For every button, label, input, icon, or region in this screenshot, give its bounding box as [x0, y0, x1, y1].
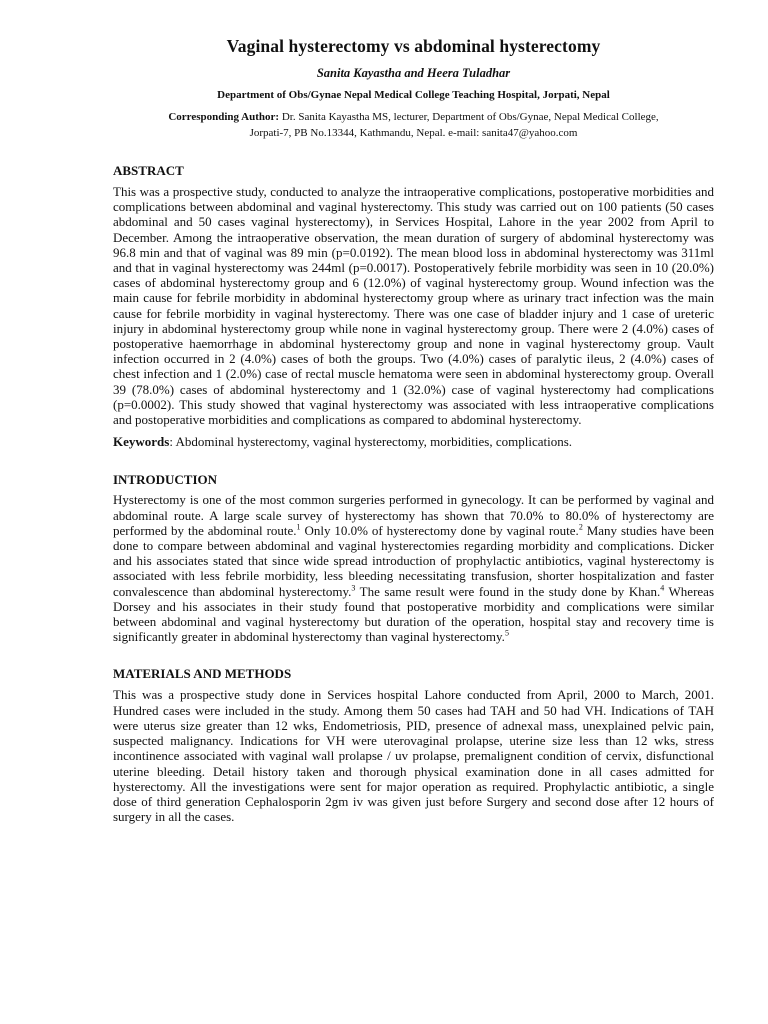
citation-ref: 2: [578, 522, 583, 532]
abstract-text: This was a prospective study, conducted to analyze the intraoperative complications, postoperative morbidities and complications between abdominal and vaginal hysterectomy. This study was carried out on 100 patients (50 cases abdominal and 50 cases vaginal hysterectomy), in Services Hospital, Lahore in the year 2002 from April to December. Among the intraoperative observation, the mean duration of surgery of abdominal hysterectomy was 96.8 min and that of vaginal was 89 min (p=0.0192). The mean blood loss in abdominal hysterectomy was 311ml and that in vaginal hysterectomy was 244ml (p=0.0017). Postoperatively febrile morbidity was seen in 10 (20.0%) cases of abdominal hysterectomy group and 6 (12.0%) of vaginal hysterectomy group. Wound infection was the main cause for febrile morbidity in abdominal hysterectomy group where as urinary tract infection was the main cause for febrile morbidity in vaginal hysterectomy. There was one case of bladder injury and 1 case of ureteric injury in abdominal hysterectomy group while none in vaginal hysterectomy group. There were 2 (4.0%) cases of postoperative haemorrhage in abdominal hysterectomy group and none in vaginal hysterectomy group. Vault infection occurred in 2 (4.0%) cases of both the groups. Two (4.0%) cases of paralytic ileus, 2 (4.0%) cases of chest infection and 1 (2.0%) case of rectal muscle hematoma were seen in abdominal hysterectomy group. Overall 39 (78.0%) cases of abdominal hysterectomy and 1 (32.0%) case of vaginal hysterectomy had complications (p=0.0002). This study showed that vaginal hysterectomy was associated with less intraoperative complications and postoperative morbidities and complications as compared to abdominal hysterectomy.: [113, 184, 714, 428]
corresponding-line1: Dr. Sanita Kayastha MS, lecturer, Department of Obs/Gynae, Nepal Medical College,: [279, 111, 659, 123]
introduction-heading: INTRODUCTION: [113, 472, 218, 488]
corresponding-line2: Jorpati-7, PB No.13344, Kathmandu, Nepal. e-mail: sanita47@yahoo.com: [249, 127, 578, 139]
intro-text-3: Many studies have been done to compare between abdominal and vaginal hysterectomies regarding morbidity and complications. Dicker and his associates stated that since wide spread introduction of prophylactic antibiotics, vaginal hysterectomy is associated with less febrile morbidity, less bleeding necessitating transfusion, shorter hospitalization and faster convalescence than abdominal hysterectomy.: [113, 522, 715, 599]
keywords: [113, 434, 714, 449]
methods-heading: MATERIALS AND METHODS: [113, 666, 292, 682]
citation-ref: 5: [504, 628, 509, 638]
affiliation: Department of Obs/Gynae Nepal Medical College Teaching Hospital, Jorpati, Nepal: [217, 89, 610, 101]
intro-text-4: The same result were found in the study done by Khan.: [355, 583, 661, 599]
introduction-text: [113, 492, 714, 644]
intro-text-2: Only 10.0% of hysterectomy done by vaginal route.: [300, 522, 579, 538]
paper-title: Vaginal hysterectomy vs abdominal hysterectomy: [226, 36, 601, 56]
methods-text: This was a prospective study done in Services hospital Lahore conducted from April, 2000 to March, 2001. Hundred cases were included in the study. Among them 50 cases had TAH and 50 had VH. Indications of TAH were uterus size greater than 12 wks, Endometriosis, PID, presence of adnexal mass, unexplained pelvic pain, suspected malignancy. Indications for VH were uterovaginal prolapse, uterine size less than 12 wks, stress incontinence associated with vaginal wall prolapse / uv prolapse, premalignent condition of cervix, disfunctional uterine bleeding. Detail history taken and thorough physical examination done in all cases admitted for hysterectomy. All the investigations were sent for major operation as required. Prophylactic antibiotic, a single dose of third generation Cephalosporin 2gm iv was given just before Surgery and second dose after 12 hours of surgery in all the cases.: [113, 687, 714, 825]
authors: Sanita Kayastha and Heera Tuladhar: [316, 66, 511, 80]
citation-ref: 3: [351, 583, 356, 593]
keywords-text: : Abdominal hysterectomy, vaginal hysterectomy, morbidities, complications.: [169, 434, 573, 450]
intro-text-5: Whereas Dorsey and his associates in their study found that postoperative morbidity and complications were similar between abdominal and vaginal hysterectomy but duration of the operation, hospital stay and recovery time is significantly greater in abdominal hysterectomy than vaginal hysterectomy.: [113, 583, 715, 645]
abstract-heading: ABSTRACT: [113, 163, 184, 178]
keywords-label: Keywords: [113, 434, 170, 450]
citation-ref: 1: [296, 522, 301, 532]
corresponding-author: [113, 109, 714, 141]
citation-ref: 4: [660, 583, 665, 593]
intro-text-1: Hysterectomy is one of the most common surgeries performed in gynecology. It can be performed by vaginal and abdominal route. A large scale survey of hysterectomy has shown that 70.0% to 80.0% of hysterectomy are performed by the abdominal route.: [113, 492, 714, 538]
corresponding-label: Corresponding Author:: [168, 111, 280, 123]
